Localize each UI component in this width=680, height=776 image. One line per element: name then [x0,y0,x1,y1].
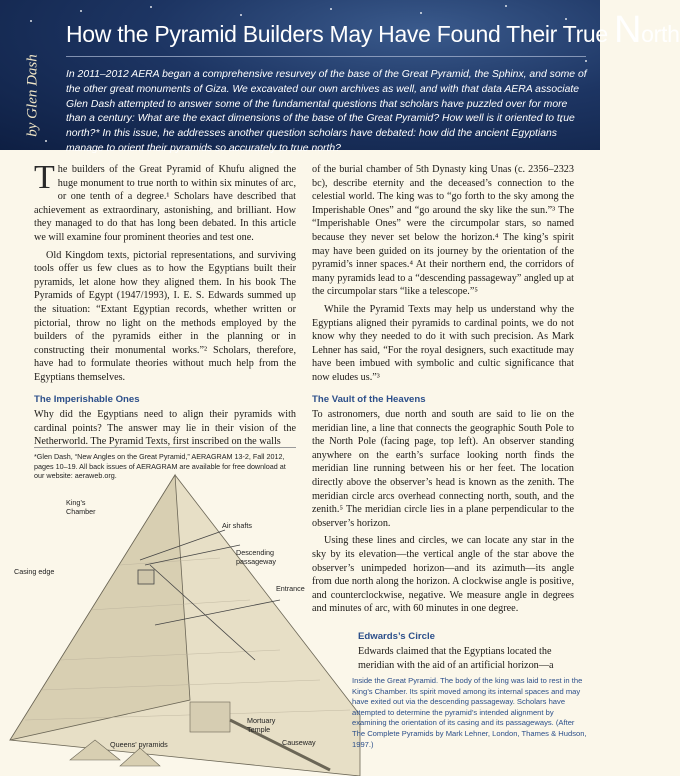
drop-cap: T [34,159,55,196]
label-queens-pyramids: Queens’ pyramids [110,740,168,749]
intro-paragraph: In 2011–2012 AERA began a comprehensive resurvey of the base of the Great Pyramid, the Sphinx, and some of the other great monuments of Giza. We excavated our own archives as well, and with that data AERA associate Glen Dash attempted to answer some of the fundamental questions that scholars have puzzled over for more than a century: What are the exact dimensions of the base of the Great Pyramid? How well is it oriented to true north?* In this issue, he addresses another question scholars have debated: how did the ancient Egyptians manage to orient their pyramids so accurately to true north? [66,69,587,154]
column-left: The builders of the Great Pyramid of Khufu aligned the huge monument to true north to within six minutes of arc, or one tenth of a degree.¹ Scholars have described that achievement as extraordinary, astonishing, and brilliant. How they managed to do that has long been debated. In this article we will examine four prominent theories and test one. Old Kingdom texts, pictorial representations, and surviving tools offer us few clues as to how the Egyptians built their pyramids, let alone how they aligned them. In his book The Pyramids of Egypt (1947/1993), I. E. S. Edwards summed up the situation: “Extant Egyptian records, whether written or pictorial, throw no light on the methods employed by the builders of the pyramids either in the planning or in constructing their monumental works.”² Scholars, therefore, have had to formulate theories without much help from the Egyptians themselves. The Imperishable Ones Why did the Egyptians need to align their pyramids with cardinal points? The answer may lie in their vision of the Netherworld. The Pyramid Texts, first inscribed on the walls [34,159,296,448]
header-banner [0,0,680,154]
label-mortuary-temple: Mortuary Temple [247,716,276,734]
pyramid-illustration [0,470,360,776]
label-air-shafts: Air shafts [222,521,252,530]
figure-caption: Inside the Great Pyramid. The body of the king was laid to rest in the King’s Chamber. Its spirit moved among its internal spaces and may have exited out via the descending passageway. Scholars have attempted to determine the pyramid’s intended alignment by examining the orientation of its casing and its passageways. (After The Complete Pyramids by Mark Lehner, London, Thames & Hudson, 1997.) [352,676,587,749]
subhead-vault: The Vault of the Heavens [312,393,426,405]
label-descending-passageway: Descending passageway [236,548,276,566]
label-causeway: Causeway [282,738,316,747]
column-right: of the burial chamber of 5th Dynasty king Unas (c. 2356–2323 bc), describe eternity and the deceased’s connection to the celestial world. The king was to “go forth to the sky among the Imperishable Ones” and “go around the sky like the sun.”³ The “Imperishable Ones” were the circumpolar stars, so named because they never set below the horizon.⁴ The king’s spirit may have been guided on its journey by the orientation of the pyramid’s inner spaces.⁴ At their northern end, the corridors of many pyramids lead to a “descending passageway” angled up at the circumpolar stars “like a telescope.”⁵ While the Pyramid Texts may help us understand why the Egyptians aligned their pyramids to cardinal points, we do not know why they needed to do it with such precision. As Mark Lehner has said, “For the royal designers, such exactitude may have been imbued with symbolic and cultic significance that now eludes us.”³ The Vault of the Heavens To astronomers, due north and south are said to lie on the meridian line, a line that connects the geographic South Pole to the North Pole (facing page, top left). An observer standing anywhere on the earth’s surface looking north finds the meridian line running between his or her feet. The location directly above the observer’s head is known as the zenith. The meridian circle arcs overhead connecting north, south, and the zenith.⁵ The meridian circle lies in a plane perpendicular to the observer’s horizon. Using these lines and circles, we can locate any star in the sky by its elevation—the vertical angle of the star above the observer’s unimpeded horizon—and its azimuth—its angle from due north along the horizon. A clockwise angle is positive, and counterclockwise, negative. We measure angle in degrees and minutes of arc, with 60 minutes in one degree. [312,164,574,615]
label-entrance: Entrance [276,584,305,593]
label-casing-edge: Casing edge [14,567,55,576]
author-byline: by Glen Dash [24,54,41,137]
footnote: *Glen Dash, “New Angles on the Great Pyramid,” AERAGRAM 13-2, Fall 2012, pages 10–19. All back issues of AERAGRAM are available for free download at our website: aeraweb.org. [34,447,296,481]
subhead-edwards: Edwards’s Circle [358,631,435,642]
subhead-imperishable: The Imperishable Ones [34,393,140,405]
title-rule [66,56,586,57]
edwards-paragraph: Edwards claimed that the Egyptians located the meridian with the aid of an artificial horizon—a [358,646,554,671]
article-title: How the Pyramid Builders May Have Found Their True North [66,9,680,51]
label-kings-chamber: King’s Chamber [66,498,96,516]
